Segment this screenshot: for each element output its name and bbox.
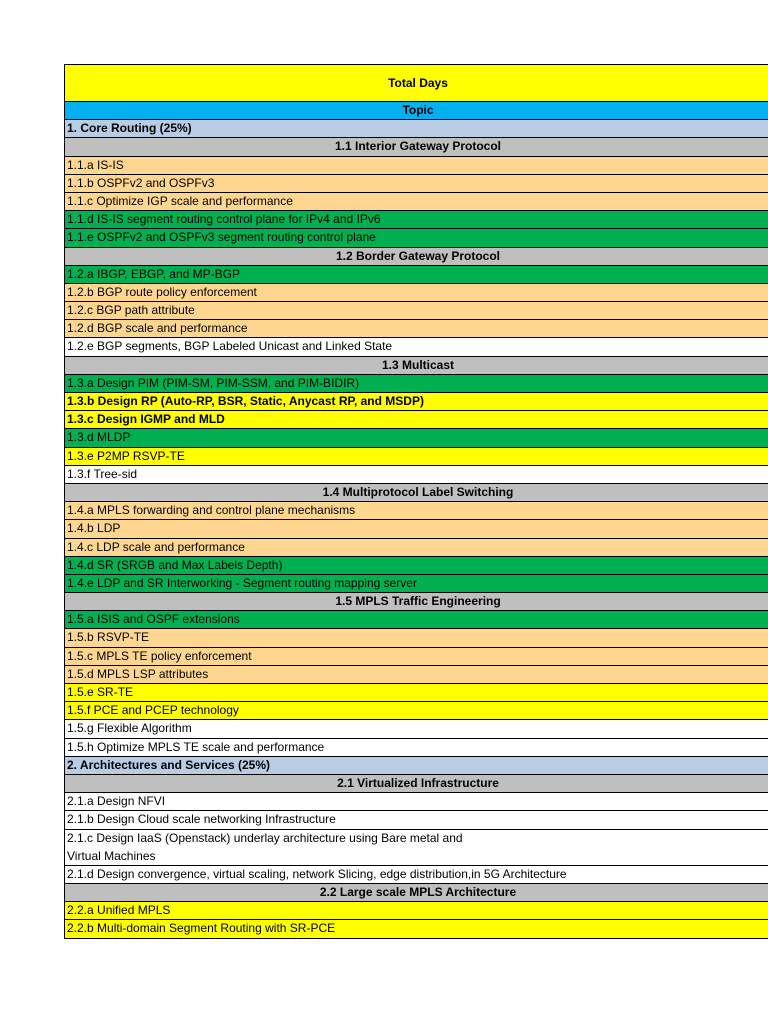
spreadsheet-table bbox=[64, 64, 768, 939]
table-row[interactable]: 1.3.a Design PIM (PIM-SM, PIM-SSM, and PIM-BIDIR) bbox=[65, 375, 768, 393]
table-row[interactable]: 2.1.c Design IaaS (Openstack) underlay architecture using Bare metal and bbox=[65, 830, 768, 848]
table-row[interactable]: 1.5.f PCE and PCEP technology bbox=[65, 702, 768, 720]
table-row[interactable]: 1.2.a IBGP, EBGP, and MP-BGP bbox=[65, 266, 768, 284]
table-row[interactable]: 1.2.c BGP path attribute bbox=[65, 302, 768, 320]
table-row[interactable]: 1.3.d MLDP bbox=[65, 429, 768, 447]
table-row[interactable]: 1.2.d BGP scale and performance bbox=[65, 320, 768, 338]
table-row[interactable]: 1.5.a ISIS and OSPF extensions bbox=[65, 611, 768, 629]
table-row[interactable]: 1.3.e P2MP RSVP-TE bbox=[65, 448, 768, 466]
topic-header[interactable]: Topic bbox=[65, 102, 768, 120]
table-row[interactable]: 1.3.f Tree-sid bbox=[65, 466, 768, 484]
section-heading-row[interactable]: 1.1 Interior Gateway Protocol bbox=[65, 138, 768, 156]
table-row[interactable]: 1. Core Routing (25%) bbox=[65, 120, 768, 138]
table-row[interactable]: 1.5.e SR-TE bbox=[65, 684, 768, 702]
total-days-header[interactable]: Total Days bbox=[65, 65, 768, 102]
table-row[interactable]: 1.4.d SR (SRGB and Max Labels Depth) bbox=[65, 557, 768, 575]
table-row[interactable]: 2. Architectures and Services (25%) bbox=[65, 757, 768, 775]
table-row[interactable]: 2.1.d Design convergence, virtual scaling, network Slicing, edge distribution,in 5G Architecture bbox=[65, 866, 768, 884]
table-row[interactable]: 1.5.h Optimize MPLS TE scale and performance bbox=[65, 739, 768, 757]
table-row[interactable]: 1.1.c Optimize IGP scale and performance bbox=[65, 193, 768, 211]
table-row[interactable]: 1.2.e BGP segments, BGP Labeled Unicast and Linked State bbox=[65, 338, 768, 356]
table-row[interactable]: 1.5.b RSVP-TE bbox=[65, 629, 768, 647]
table-row[interactable]: 1.4.a MPLS forwarding and control plane mechanisms bbox=[65, 502, 768, 520]
table-row[interactable]: Virtual Machines bbox=[65, 848, 768, 866]
section-heading-row[interactable]: 2.2 Large scale MPLS Architecture bbox=[65, 884, 768, 902]
section-heading-row[interactable]: 1.2 Border Gateway Protocol bbox=[65, 248, 768, 266]
table-row[interactable]: 1.4.e LDP and SR Interworking - Segment routing mapping server bbox=[65, 575, 768, 593]
table-row[interactable]: 1.1.a IS-IS bbox=[65, 157, 768, 175]
table-row[interactable]: 1.5.d MPLS LSP attributes bbox=[65, 666, 768, 684]
table-row[interactable]: 1.1.d IS-IS segment routing control plane for IPv4 and IPv6 bbox=[65, 211, 768, 229]
table-row[interactable]: 1.4.b LDP bbox=[65, 520, 768, 538]
table-row[interactable]: 2.1.a Design NFVI bbox=[65, 793, 768, 811]
table-row[interactable]: 1.3.b Design RP (Auto-RP, BSR, Static, Anycast RP, and MSDP) bbox=[65, 393, 768, 411]
section-heading-row[interactable]: 1.3 Multicast bbox=[65, 357, 768, 375]
table-row[interactable]: 2.2.a Unified MPLS bbox=[65, 902, 768, 920]
table-row[interactable]: 1.1.e OSPFv2 and OSPFv3 segment routing control plane bbox=[65, 229, 768, 247]
table-row[interactable]: 1.4.c LDP scale and performance bbox=[65, 539, 768, 557]
table-row[interactable]: 2.2.b Multi-domain Segment Routing with SR-PCE bbox=[65, 920, 768, 938]
table-row[interactable]: 1.5.c MPLS TE policy enforcement bbox=[65, 648, 768, 666]
section-heading-row[interactable]: 1.4 Multiprotocol Label Switching bbox=[65, 484, 768, 502]
table-row[interactable]: 1.3.c Design IGMP and MLD bbox=[65, 411, 768, 429]
table-row[interactable]: 2.1.b Design Cloud scale networking Infrastructure bbox=[65, 811, 768, 829]
section-heading-row[interactable]: 2.1 Virtualized Infrastructure bbox=[65, 775, 768, 793]
table-row[interactable]: 1.2.b BGP route policy enforcement bbox=[65, 284, 768, 302]
section-heading-row[interactable]: 1.5 MPLS Traffic Engineering bbox=[65, 593, 768, 611]
table-row[interactable]: 1.5.g Flexible Algorithm bbox=[65, 720, 768, 738]
table-row[interactable]: 1.1.b OSPFv2 and OSPFv3 bbox=[65, 175, 768, 193]
